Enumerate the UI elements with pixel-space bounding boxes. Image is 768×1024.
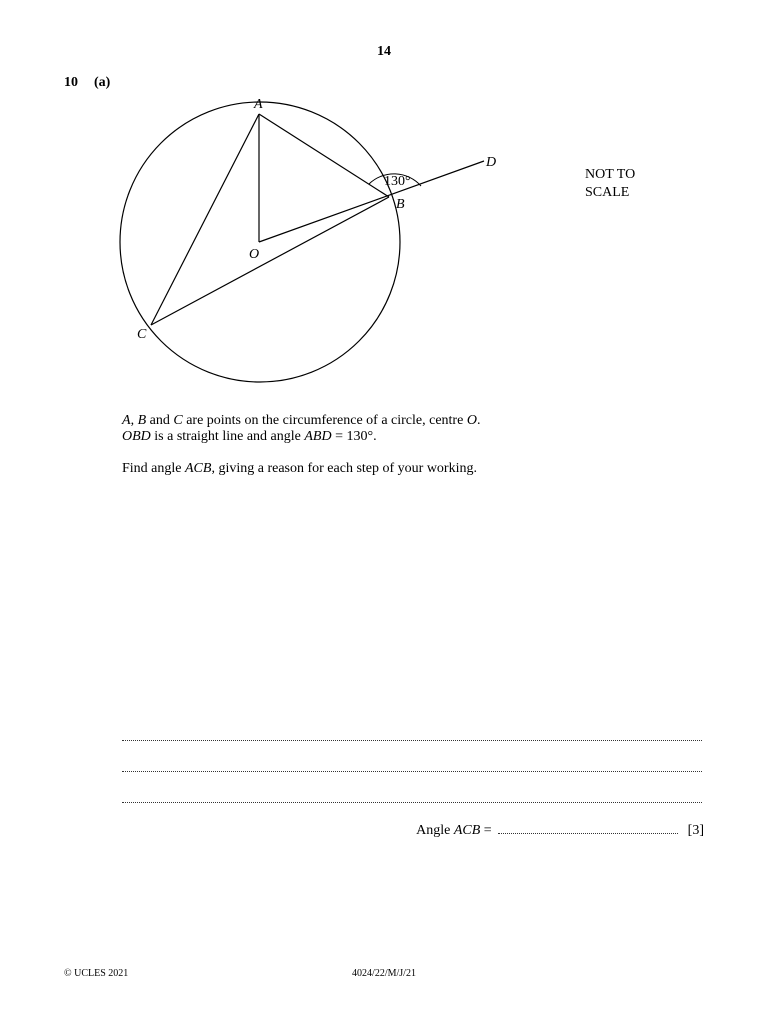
question-instruction: [122, 461, 477, 477]
stem-text: ,: [130, 413, 138, 428]
not-to-scale-note: NOT TO SCALE: [585, 167, 636, 200]
stem-line-2: [122, 429, 480, 445]
point-label-d: D: [486, 155, 497, 170]
stem-angle-abd: ABD: [304, 429, 332, 444]
instruction-text: , giving a reason for each step of your working.: [211, 461, 477, 476]
page-number: 14: [377, 44, 391, 59]
question-stem: [122, 413, 480, 445]
question-part: (a): [94, 75, 111, 90]
stem-point-a: A: [122, 413, 131, 428]
circle-diagram: [100, 90, 520, 390]
answer-label: [416, 823, 492, 839]
stem-point-c: C: [173, 413, 183, 428]
angle-label: 130°: [384, 174, 411, 189]
answer-row: [300, 823, 704, 839]
point-label-o: O: [249, 247, 260, 262]
instruction-angle: ACB: [185, 461, 212, 476]
chord-bc: [151, 197, 389, 325]
answer-label-text: Angle: [416, 823, 454, 838]
stem-line-1: [122, 413, 480, 429]
stem-line-obd: OBD: [122, 429, 151, 444]
stem-point-b: B: [137, 413, 147, 428]
marks-badge: [3]: [687, 823, 704, 838]
point-label-a: A: [254, 97, 263, 112]
stem-point-o: O: [466, 413, 477, 428]
point-label-c: C: [137, 327, 147, 342]
stem-text: are points on the circumference of a circle, centre: [182, 413, 467, 428]
stem-text: is a straight line and angle: [150, 429, 305, 444]
line-obd: [259, 161, 484, 242]
answer-label-angle: ACB: [453, 823, 481, 838]
footer-copyright: © UCLES 2021: [64, 968, 129, 979]
working-line-3[interactable]: [122, 802, 702, 803]
instruction-text: Find angle: [122, 461, 185, 476]
stem-text: = 130°.: [331, 429, 377, 444]
stem-text: .: [476, 413, 481, 428]
chord-ac: [151, 114, 259, 325]
working-line-2[interactable]: [122, 771, 702, 772]
question-number: 10: [64, 75, 78, 90]
footer-code: 4024/22/M/J/21: [352, 968, 416, 979]
answer-equals: =: [480, 823, 492, 838]
stem-text: and: [146, 413, 174, 428]
point-label-b: B: [396, 197, 405, 212]
working-line-1[interactable]: [122, 740, 702, 741]
answer-field[interactable]: [498, 823, 678, 834]
